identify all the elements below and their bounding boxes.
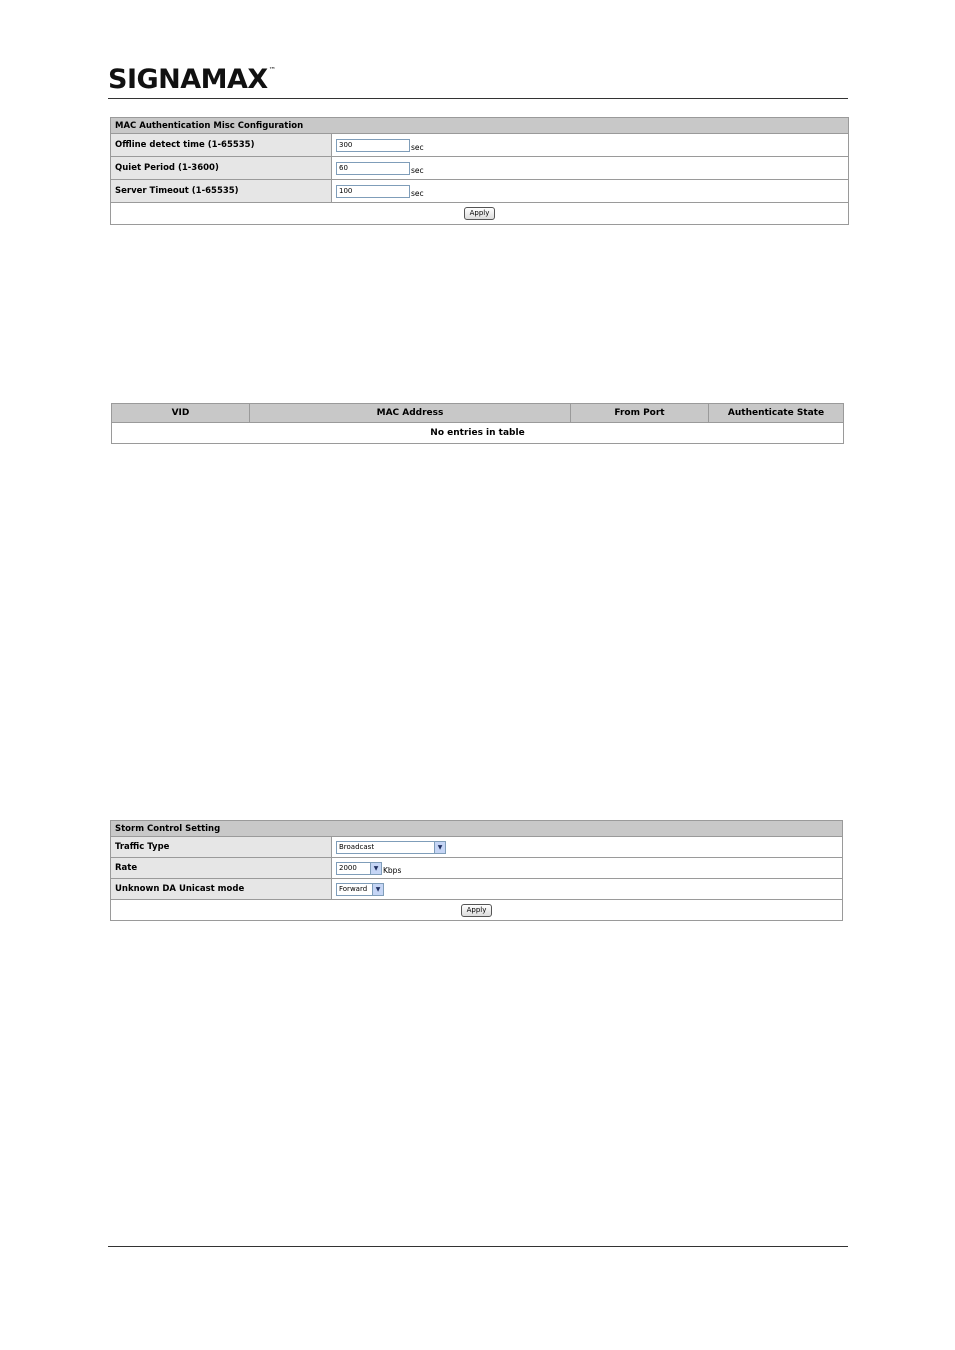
rate-value: 2000: [339, 863, 357, 872]
traffic-type-label: Traffic Type: [111, 837, 332, 858]
offline-detect-label: Offline detect time (1-65535): [111, 134, 332, 157]
rate-unit: Kbps: [383, 865, 402, 875]
traffic-type-select[interactable]: [336, 841, 446, 854]
rate-label: Rate: [111, 858, 332, 879]
signamax-logo: [108, 64, 275, 95]
unicast-mode-select[interactable]: [336, 883, 384, 896]
quiet-period-unit: sec: [411, 165, 424, 175]
unicast-mode-value: Forward: [339, 884, 368, 893]
storm-control-title: Storm Control Setting: [111, 821, 843, 837]
storm-control-form: [110, 820, 843, 921]
traffic-type-value: Broadcast: [339, 842, 375, 851]
trademark-mark: ™: [268, 66, 276, 74]
quiet-period-input[interactable]: 60: [336, 162, 410, 175]
chevron-down-icon: ▼: [434, 842, 445, 853]
mac-auth-misc-config-form: [110, 117, 849, 225]
mac-auth-apply-button[interactable]: Apply: [464, 207, 496, 220]
server-timeout-input[interactable]: 100: [336, 185, 410, 198]
quiet-period-label: Quiet Period (1-3600): [111, 157, 332, 180]
chevron-down-icon: ▼: [372, 884, 383, 895]
header-divider: [108, 98, 848, 99]
footer-divider: [108, 1246, 848, 1247]
col-vid: VID: [112, 404, 250, 423]
col-mac-address: MAC Address: [250, 404, 571, 423]
server-timeout-label: Server Timeout (1-65535): [111, 180, 332, 203]
storm-apply-button[interactable]: Apply: [461, 904, 493, 917]
col-from-port: From Port: [571, 404, 709, 423]
col-authenticate-state: Authenticate State: [709, 404, 844, 423]
offline-detect-unit: sec: [411, 142, 424, 152]
unicast-mode-label: Unknown DA Unicast mode: [111, 879, 332, 900]
empty-table-message: No entries in table: [112, 423, 844, 444]
mac-auth-misc-title: MAC Authentication Misc Configuration: [111, 118, 849, 134]
chevron-down-icon: ▼: [370, 863, 381, 874]
rate-select[interactable]: [336, 862, 382, 875]
logo-text: SIGNAMAX: [108, 64, 268, 95]
mac-auth-table: [111, 403, 844, 444]
offline-detect-input[interactable]: 300: [336, 139, 410, 152]
server-timeout-unit: sec: [411, 188, 424, 198]
